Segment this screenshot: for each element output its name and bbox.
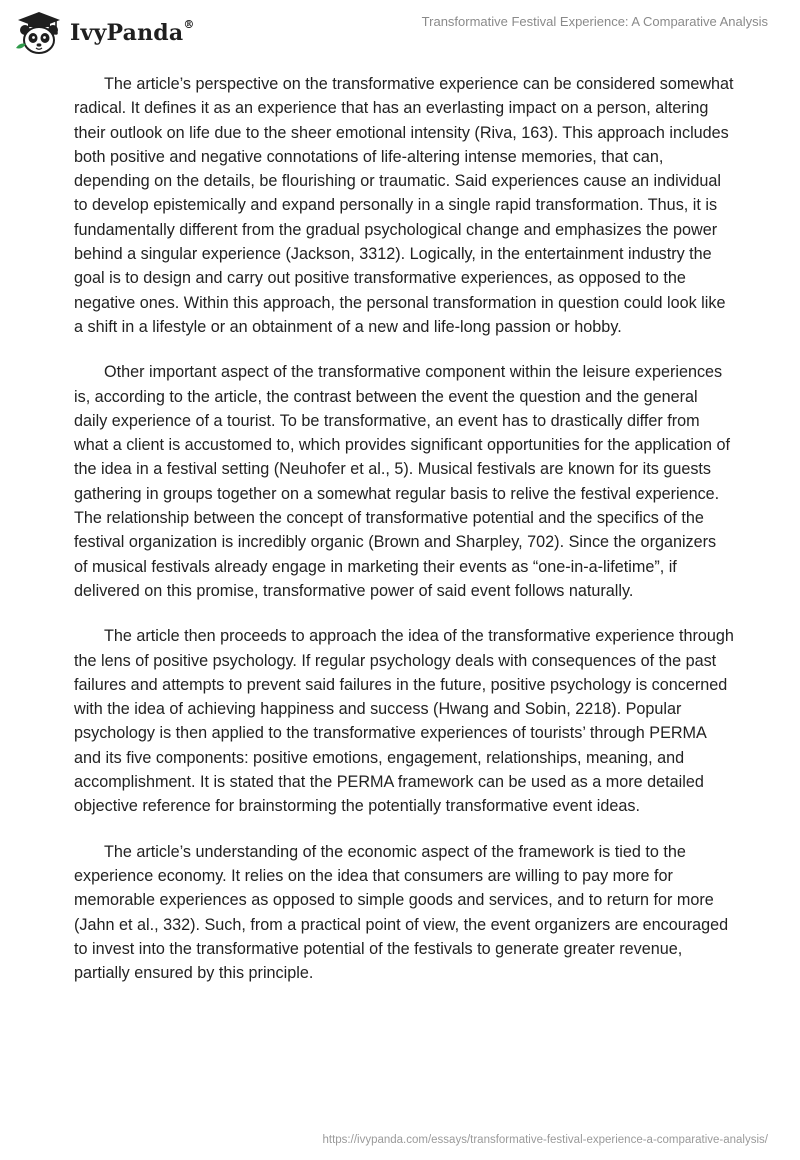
- brand-name: IvyPanda®: [70, 18, 195, 46]
- page-header: [0, 0, 800, 70]
- source-url[interactable]: https://ivypanda.com/essays/transformative-festival-experience-a-comparative-analysis/: [322, 1134, 768, 1146]
- essay-body: [74, 72, 734, 1006]
- paragraph: The article’s understanding of the economic aspect of the framework is tied to the experience economy. It relies on the idea that consumers are willing to pay more for memorable experiences as opposed to simple goods and services, and to return for more (Jahn et al., 332). Such, from a practical point of view, the event organizers are encouraged to invest into the transformative potential of the festivals to generate greater revenue, partially ensured by this principle.: [74, 842, 729, 983]
- panda-graduate-icon: [14, 8, 64, 58]
- paragraph: The article then proceeds to approach the idea of the transformative experience through the lens of positive psychology. If regular psychology deals with consequences of the past failures and attempts to prevent said failures in the future, positive psychology is concerned with the idea of achieving happiness and success (Hwang and Sobin, 2218). Popular psychology is then applied to the transformative experiences of tourists’ through PERMA and its five components: positive emotions, engagement, relationships, meaning, and accomplishment. It is stated that the PERMA framework can be used as a more detailed objective reference for brainstorming the potentially transformative event ideas.: [74, 627, 734, 816]
- paragraph: The article’s perspective on the transformative experience can be considered somewhat radical. It defines it as an experience that has an everlasting impact on a person, altering their outlook on life due to the sheer emotional intensity (Riva, 163). This approach includes both positive and negative connotations of life-altering intense memories, that can, depending on the details, be flourishing or traumatic. Said experiences cause an individual to develop epistemically and expand personally in a single rapid transformation. Thus, it is fundamentally different from the gradual psychological change and emphasizes the power behind a singular experience (Jackson, 3312). Logically, in the entertainment industry the goal is to design and carry out positive transformative experiences, as opposed to the negative ones. Within this approach, the personal transformation in question could look like a shift in a lifestyle or an obtainment of a new and life-long passion or hobby.: [74, 75, 734, 336]
- paragraph: Other important aspect of the transformative component within the leisure experiences is, according to the article, the contrast between the event the question and the general daily experience of a tourist. To be transformative, an event has to drastically differ from what a client is accustomed to, which provides significant opportunities for the application of the idea in a festival setting (Neuhofer et al., 5). Musical festivals are known for its guests gathering in groups together on a somewhat regular basis to relive the festival experience. The relationship between the concept of transformative potential and the specifics of the festival organization is incredibly organic (Brown and Sharpley, 702). Since the organizers of musical festivals already engage in marketing their events as “one-in-a-lifetime”, if delivered on this promise, transformative power of said event follows naturally.: [74, 363, 730, 600]
- document-title: Transformative Festival Experience: A Comparative Analysis: [421, 14, 768, 29]
- ivypanda-logo[interactable]: [14, 8, 195, 58]
